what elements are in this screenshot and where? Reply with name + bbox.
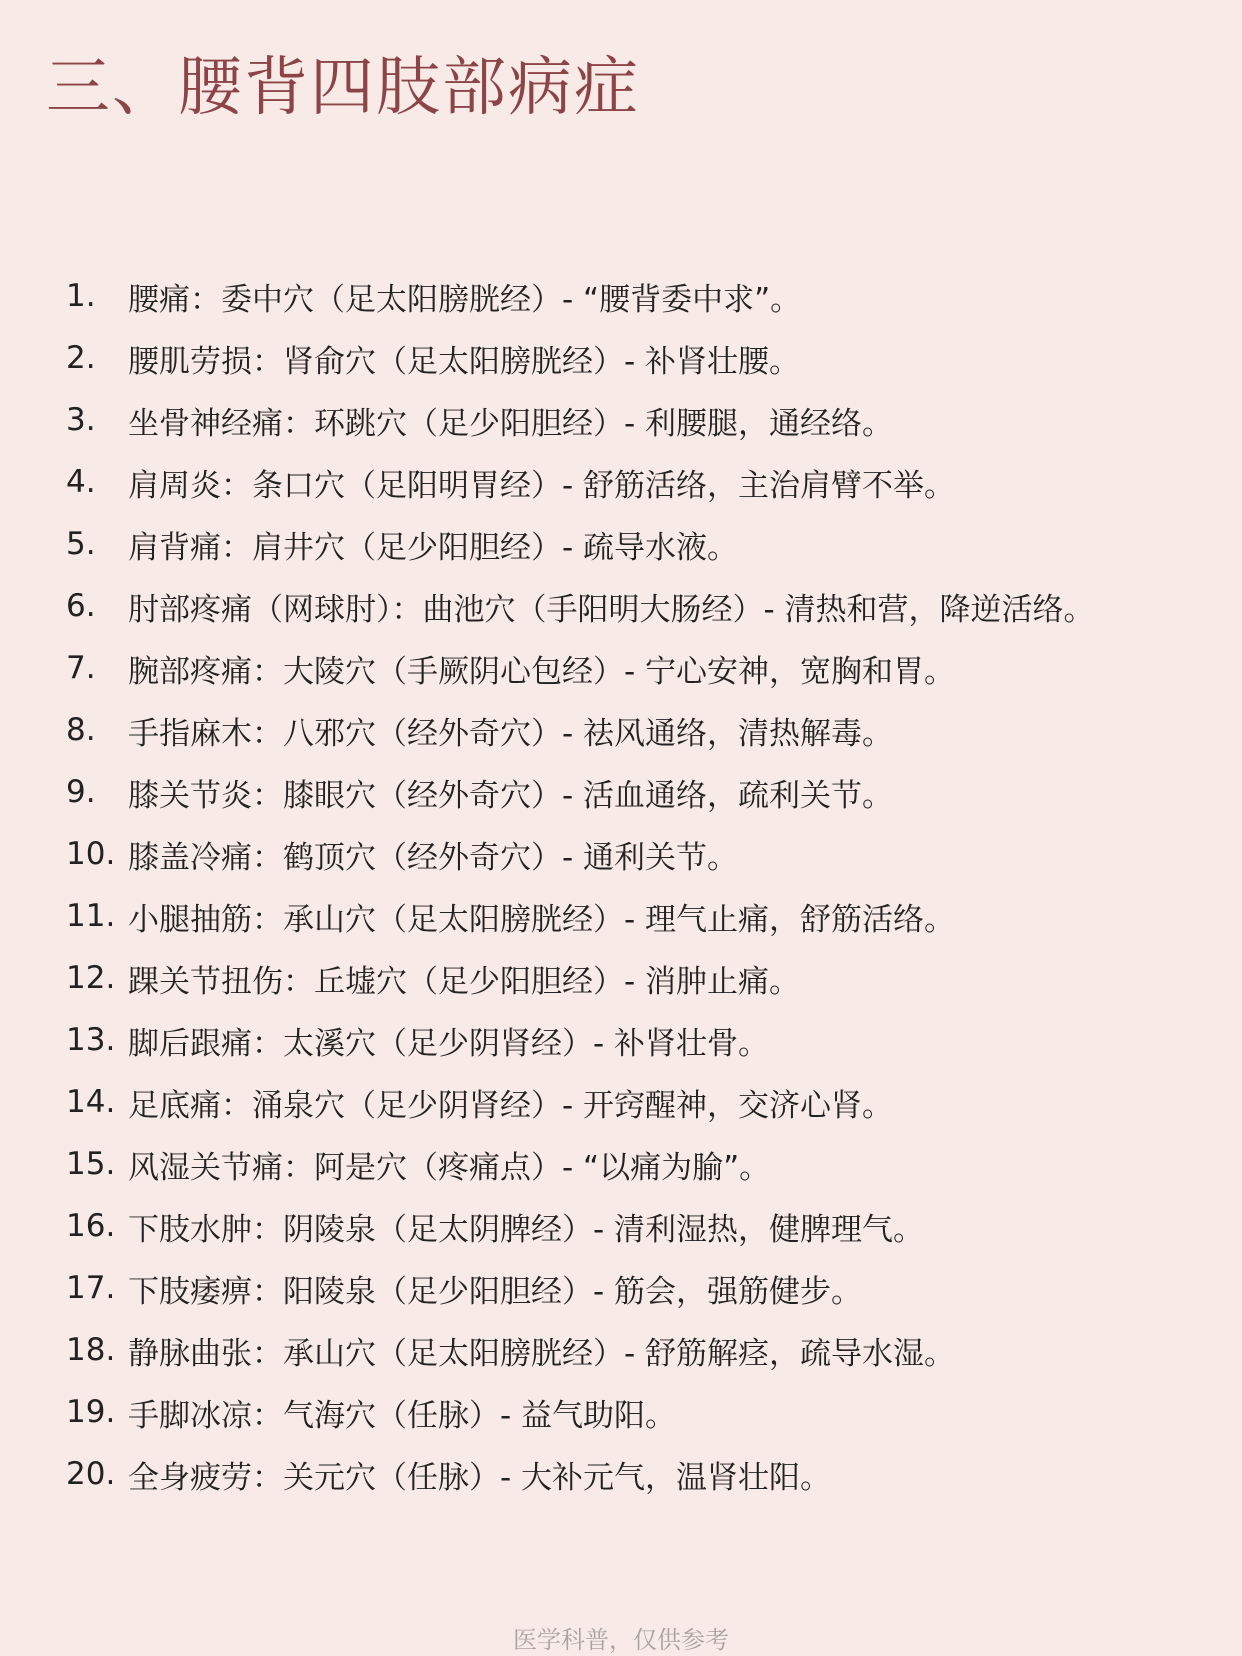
- item-number: 13.: [66, 1022, 116, 1058]
- list-item: [66, 389, 1095, 451]
- item-number: 4.: [66, 464, 96, 500]
- list-item: [66, 575, 1095, 637]
- list-item: [66, 513, 1095, 575]
- item-number: 11.: [66, 898, 116, 934]
- item-number: 20.: [66, 1456, 116, 1492]
- item-text: 肩周炎：条口穴（足阳明胃经）- 舒筋活络，主治肩臂不举。: [128, 467, 956, 504]
- item-text: 下肢水肿：阴陵泉（足太阴脾经）- 清利湿热，健脾理气。: [128, 1211, 925, 1248]
- item-number: 1.: [66, 278, 96, 314]
- item-number: 18.: [66, 1332, 116, 1368]
- item-text: 小腿抽筋：承山穴（足太阳膀胱经）- 理气止痛，舒筋活络。: [128, 901, 956, 938]
- item-number: 8.: [66, 712, 96, 748]
- item-text: 腰肌劳损：肾俞穴（足太阳膀胱经）- 补肾壮腰。: [128, 343, 801, 380]
- item-number: 3.: [66, 402, 96, 438]
- item-text: 手指麻木：八邪穴（经外奇穴）- 祛风通络，清热解毒。: [128, 715, 894, 752]
- item-text: 肩背痛：肩井穴（足少阳胆经）- 疏导水液。: [128, 529, 739, 566]
- symptom-list: [66, 265, 1095, 1505]
- list-item: [66, 1071, 1095, 1133]
- item-text: 膝关节炎：膝眼穴（经外奇穴）- 活血通络，疏利关节。: [128, 777, 894, 814]
- item-text: 风湿关节痛：阿是穴（疼痛点）- “以痛为腧”。: [128, 1149, 771, 1186]
- item-number: 2.: [66, 340, 96, 376]
- footer-disclaimer: 医学科普，仅供参考: [513, 1626, 729, 1654]
- list-item: [66, 823, 1095, 885]
- item-text: 坐骨神经痛：环跳穴（足少阳胆经）- 利腰腿，通经络。: [128, 405, 894, 442]
- item-number: 9.: [66, 774, 96, 810]
- list-item: [66, 1133, 1095, 1195]
- item-text: 腰痛：委中穴（足太阳膀胱经）- “腰背委中求”。: [128, 281, 802, 318]
- item-number: 7.: [66, 650, 96, 686]
- item-number: 12.: [66, 960, 116, 996]
- item-text: 膝盖冷痛：鹤顶穴（经外奇穴）- 通利关节。: [128, 839, 739, 876]
- list-item: [66, 637, 1095, 699]
- list-item: [66, 451, 1095, 513]
- list-item: [66, 1443, 1095, 1505]
- item-text: 踝关节扭伤：丘墟穴（足少阳胆经）- 消肿止痛。: [128, 963, 801, 1000]
- item-text: 静脉曲张：承山穴（足太阳膀胱经）- 舒筋解痉，疏导水湿。: [128, 1335, 956, 1372]
- item-number: 14.: [66, 1084, 116, 1120]
- item-number: 16.: [66, 1208, 116, 1244]
- list-item: [66, 1009, 1095, 1071]
- list-item: [66, 885, 1095, 947]
- item-text: 腕部疼痛：大陵穴（手厥阴心包经）- 宁心安神，宽胸和胃。: [128, 653, 956, 690]
- item-number: 6.: [66, 588, 96, 624]
- item-text: 脚后跟痛：太溪穴（足少阴肾经）- 补肾壮骨。: [128, 1025, 770, 1062]
- list-item: [66, 1381, 1095, 1443]
- list-item: [66, 265, 1095, 327]
- item-number: 5.: [66, 526, 96, 562]
- item-number: 10.: [66, 836, 116, 872]
- list-item: [66, 761, 1095, 823]
- page-title: 三、腰背四肢部病症: [46, 51, 640, 125]
- item-number: 19.: [66, 1394, 116, 1430]
- list-item: [66, 327, 1095, 389]
- list-item: [66, 947, 1095, 1009]
- item-number: 17.: [66, 1270, 116, 1306]
- list-item: [66, 1195, 1095, 1257]
- item-text: 肘部疼痛（网球肘）：曲池穴（手阳明大肠经）- 清热和营，降逆活络。: [128, 591, 1095, 628]
- item-text: 下肢痿痹：阳陵泉（足少阳胆经）- 筋会，强筋健步。: [128, 1273, 863, 1310]
- item-text: 全身疲劳：关元穴（任脉）- 大补元气，温肾壮阳。: [128, 1459, 832, 1496]
- item-text: 足底痛：涌泉穴（足少阴肾经）- 开窍醒神，交济心肾。: [128, 1087, 894, 1124]
- item-text: 手脚冰凉：气海穴（任脉）- 益气助阳。: [128, 1397, 677, 1434]
- item-number: 15.: [66, 1146, 116, 1182]
- list-item: [66, 1319, 1095, 1381]
- list-item: [66, 1257, 1095, 1319]
- list-item: [66, 699, 1095, 761]
